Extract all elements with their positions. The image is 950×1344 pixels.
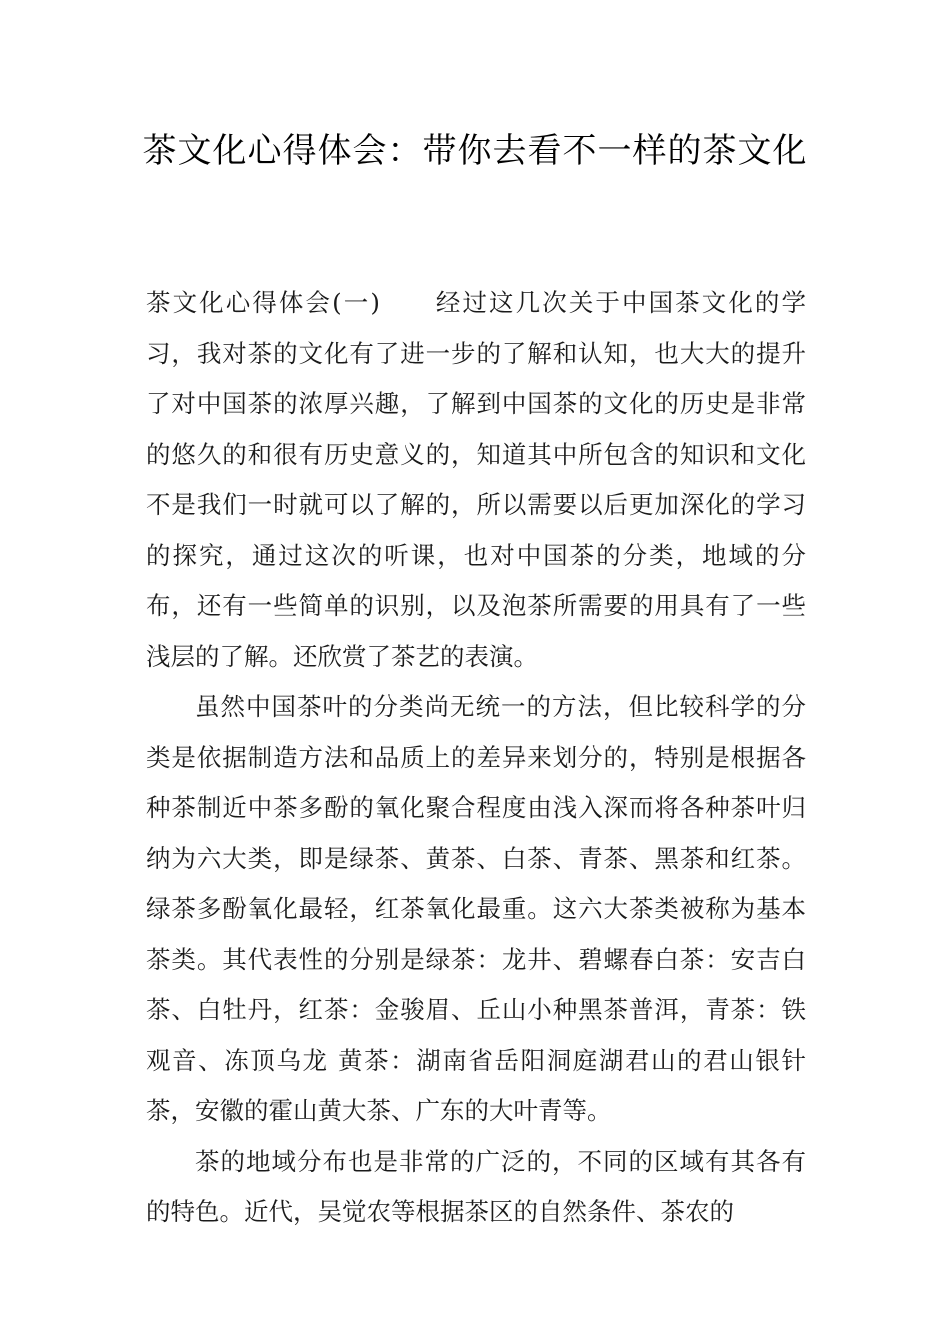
paragraph: 虽然中国茶叶的分类尚无统一的方法，但比较科学的分类是依据制造方法和品质上的差异来划分的，特别是根据各种茶制近中茶多酚的氧化聚合程度由浅入深而将各种茶叶归纳为六大类，即是绿茶、黄茶、白茶、青茶、黑茶和红茶。绿茶多酚氧化最轻，红茶氧化最重。这六大茶类被称为基本茶类。其代表性的分别是绿茶：龙井、碧螺春白茶：安吉白茶、白牡丹，红茶：金骏眉、丘山小种黑茶普洱，青茶：铁观音、冻顶乌龙 黄茶：湖南省岳阳洞庭湖君山的君山银针茶，安徽的霍山黄大茶、广东的大叶青等。 bbox=[146, 692, 806, 1125]
section-heading: 茶文化心得体会(一) bbox=[146, 288, 380, 317]
document-body bbox=[146, 278, 806, 1238]
document-title: 茶文化心得体会：带你去看不一样的茶文化 bbox=[142, 131, 808, 171]
paragraph-text: 经过这几次关于中国茶文化的学习，我对茶的文化有了进一步的了解和认知，也大大的提升了对中国茶的浓厚兴趣，了解到中国茶的文化的历史是非常的悠久的和很有历史意义的，知道其中所包含的知识和文化不是我们一时就可以了解的，所以需要以后更加深化的学习的探究，通过这次的听课，也对中国茶的分类，地域的分布，还有一些简单的识别，以及泡茶所需要的用具有了一些浅层的了解。还欣赏了茶艺的表演。 bbox=[146, 288, 807, 671]
first-paragraph bbox=[146, 278, 806, 682]
paragraph: 茶的地域分布也是非常的广泛的，不同的区域有其各有的特色。近代，吴觉农等根据茶区的自然条件、茶农的 bbox=[146, 1146, 806, 1226]
